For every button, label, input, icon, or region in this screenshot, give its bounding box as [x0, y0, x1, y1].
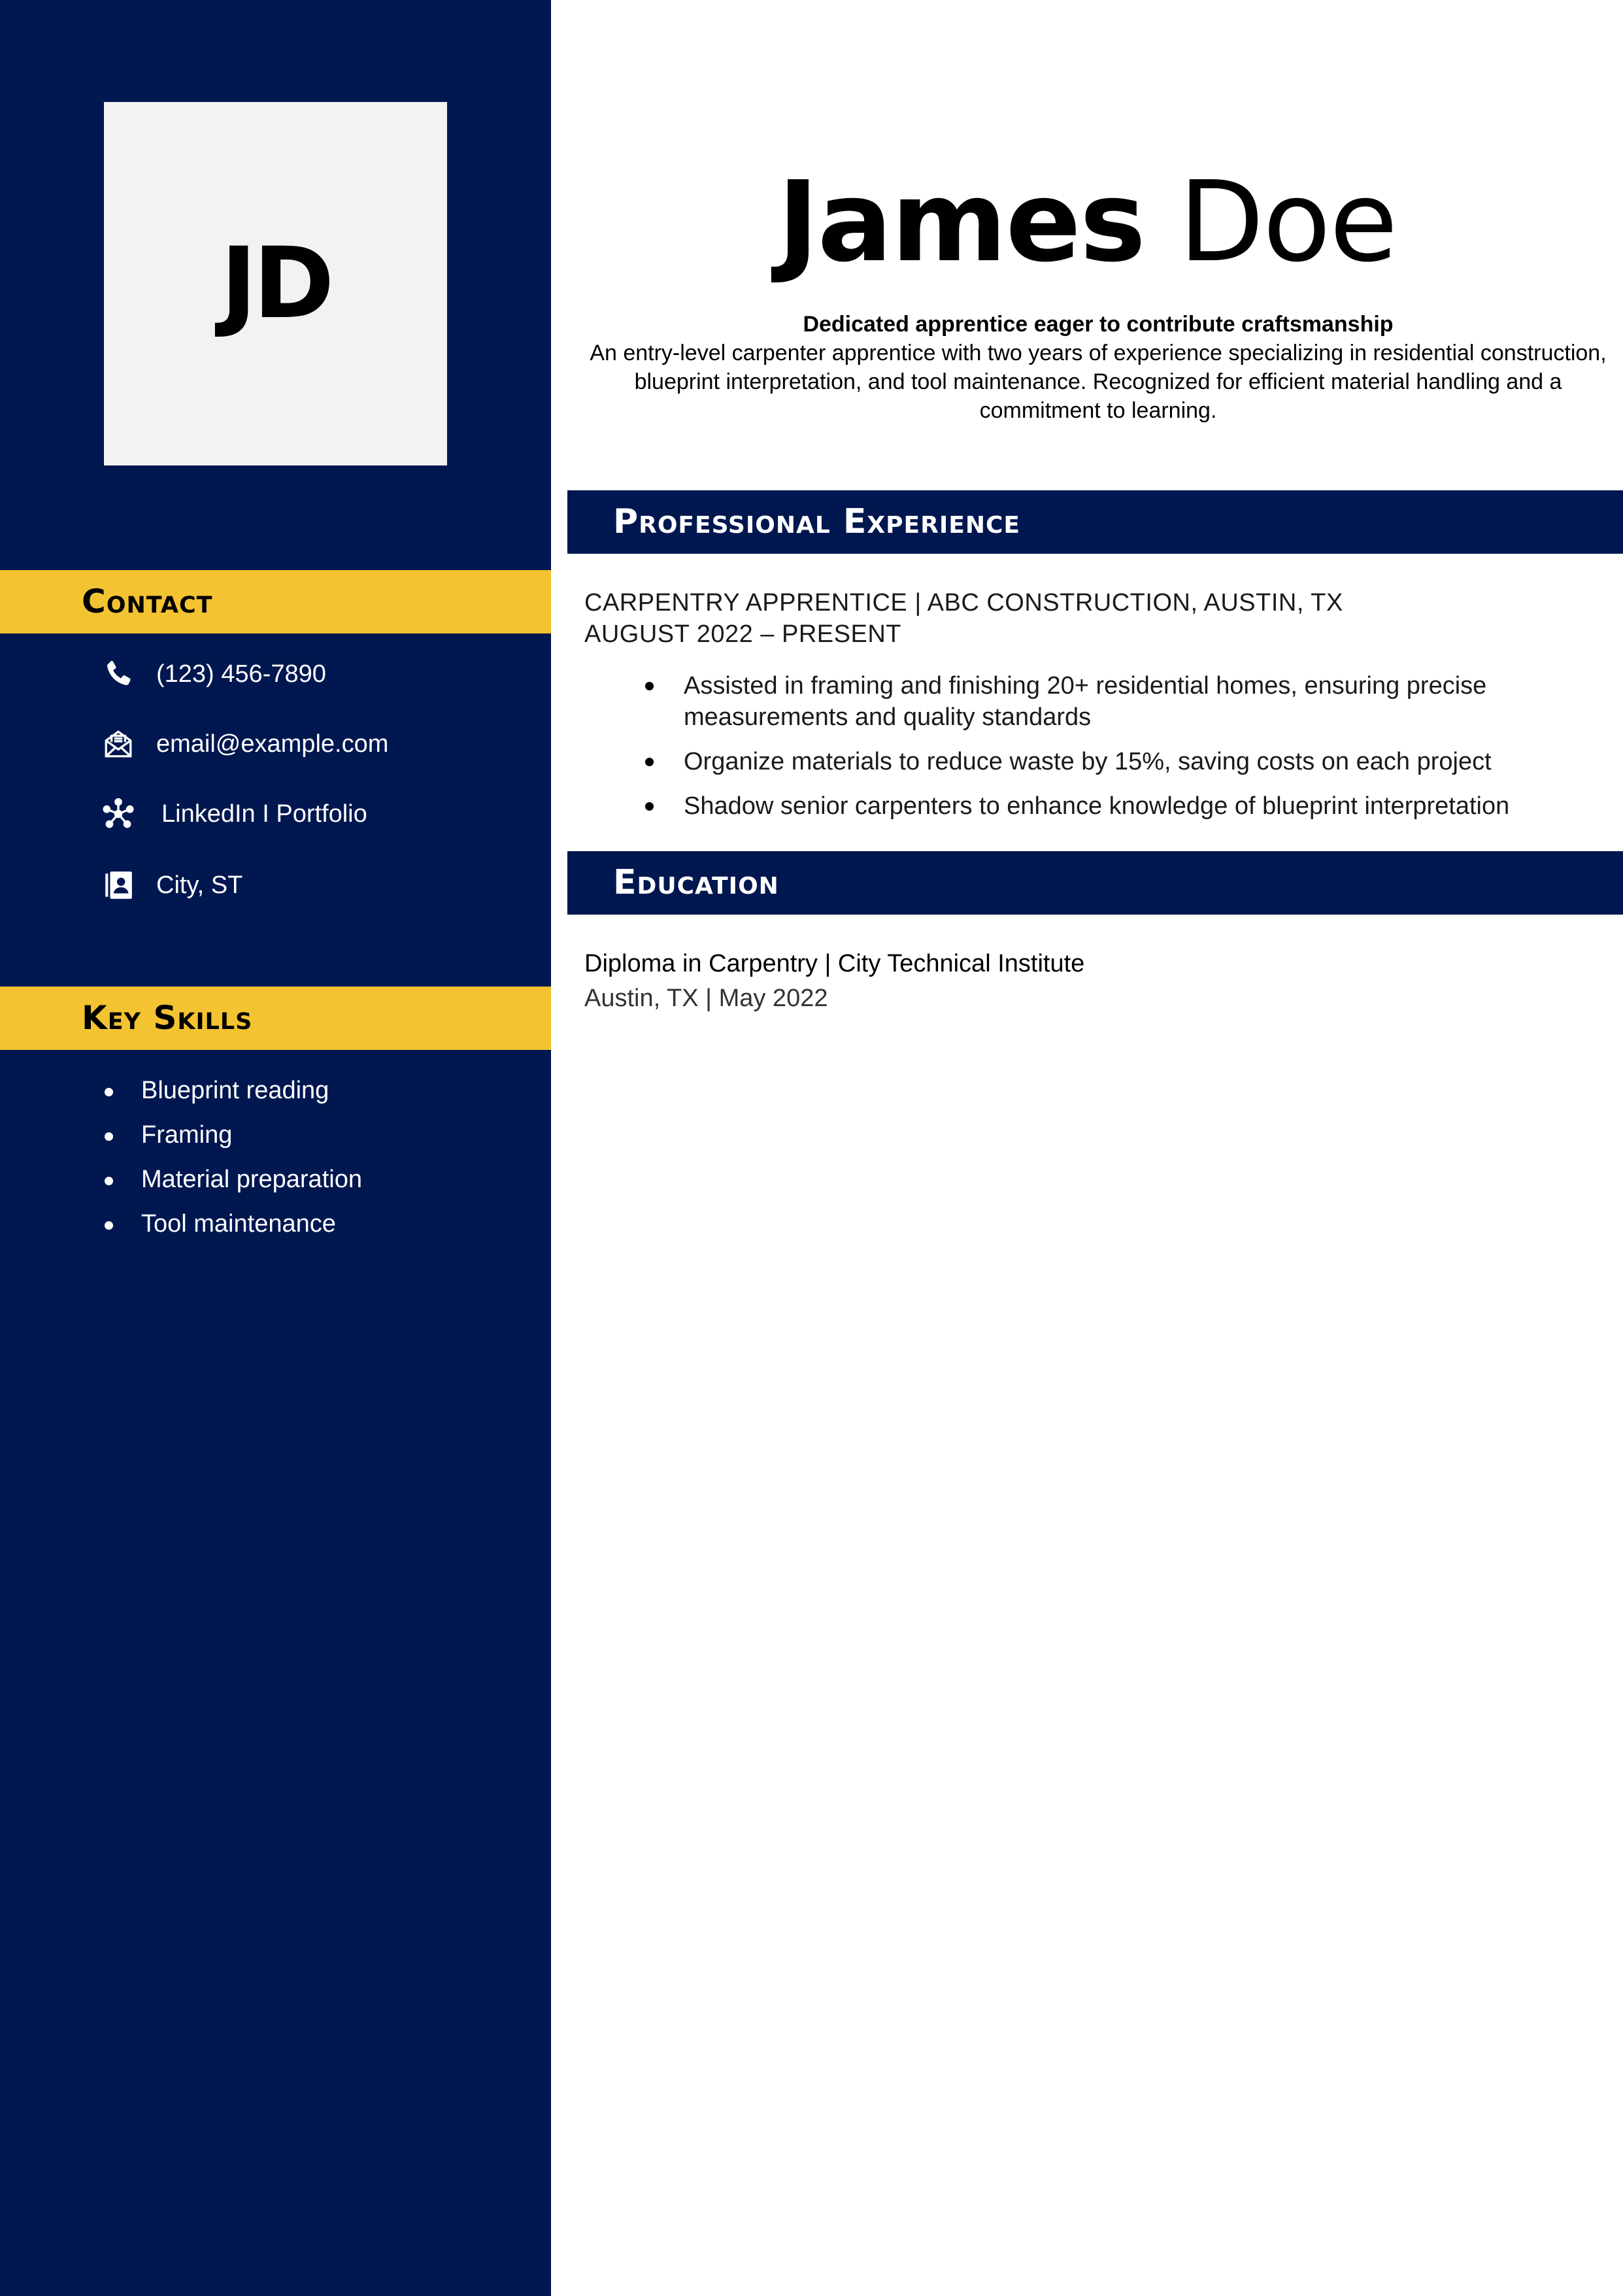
contact-email — [101, 726, 389, 762]
contact-links — [101, 796, 367, 832]
tagline: Dedicated apprentice eager to contribute craftsmanship — [803, 312, 1394, 337]
sidebar — [0, 0, 551, 2296]
candidate-name — [551, 157, 1623, 288]
first-name: James — [777, 158, 1145, 287]
list-item: Assisted in framing and finishing 20+ residential homes, ensuring precise measurements and quality standards — [641, 670, 1601, 733]
list-item: Blueprint reading — [98, 1068, 362, 1113]
envelope-icon — [101, 727, 135, 761]
summary: An entry-level carpenter apprentice with two years of experience specializing in residential construction, blueprint interpretation, and tool maintenance. Recognized for efficient material handling and a commitment to learning. — [590, 341, 1607, 423]
last-name: Doe — [1179, 158, 1397, 287]
skills-list — [98, 1068, 362, 1246]
skills-heading: Key Skills — [82, 999, 253, 1037]
experience-bullets — [641, 670, 1601, 835]
job-title: CARPENTRY APPRENTICE | ABC CONSTRUCTION, AUSTIN, TX — [584, 589, 1343, 616]
education-heading: Education — [613, 863, 779, 902]
location-text: City, ST — [156, 871, 243, 899]
list-item: Framing — [98, 1113, 362, 1157]
list-item: Tool maintenance — [98, 1202, 362, 1246]
experience-heading-band — [567, 490, 1623, 554]
contact-heading-band — [0, 570, 551, 633]
phone-icon — [101, 657, 135, 691]
experience-heading: Professional Experience — [613, 502, 1020, 541]
contact-phone — [101, 656, 326, 692]
list-item: Organize materials to reduce waste by 15%, saving costs on each project — [641, 746, 1601, 777]
network-icon — [101, 797, 135, 831]
contact-location — [101, 867, 243, 903]
job-dates: AUGUST 2022 – PRESENT — [584, 620, 901, 648]
contact-heading: Contact — [82, 582, 213, 620]
monogram: JD — [220, 227, 331, 341]
list-item: Material preparation — [98, 1157, 362, 1202]
contact-card-icon — [101, 868, 135, 902]
email-text[interactable]: email@example.com — [156, 730, 389, 758]
monogram-box — [104, 102, 447, 465]
phone-text[interactable]: (123) 456-7890 — [156, 660, 326, 688]
education-heading-band — [567, 851, 1623, 915]
education-degree: Diploma in Carpentry | City Technical Institute — [584, 950, 1085, 977]
links-text[interactable]: LinkedIn I Portfolio — [161, 800, 367, 828]
education-details: Austin, TX | May 2022 — [584, 985, 828, 1012]
list-item: Shadow senior carpenters to enhance knowledge of blueprint interpretation — [641, 790, 1601, 822]
skills-heading-band — [0, 987, 551, 1050]
